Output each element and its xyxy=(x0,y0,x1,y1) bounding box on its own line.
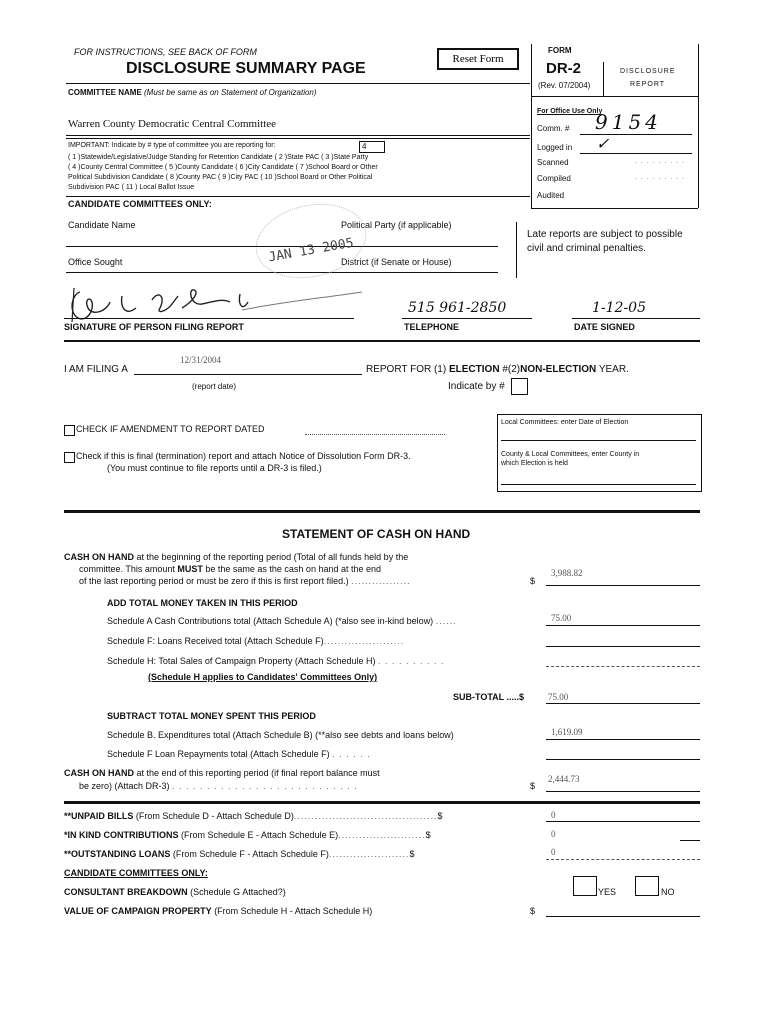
cash-statement-title: STATEMENT OF CASH ON HAND xyxy=(282,527,471,541)
logged-in-check: ✓ xyxy=(596,134,610,153)
important-text: Indicate by # type of committee you are reporting for: xyxy=(111,142,276,149)
received-stamp-mark xyxy=(249,194,374,288)
page-title: DISCLOSURE SUMMARY PAGE xyxy=(126,60,366,77)
committee-types-line4: Subdivision PAC ( 11 ) Local Ballot Issue xyxy=(68,184,195,191)
campaign-property-dollar: $ xyxy=(530,906,536,916)
cash-begin-value[interactable]: 3,988.82 xyxy=(551,568,583,578)
add-money-heading: ADD TOTAL MONEY TAKEN IN THIS PERIOD xyxy=(107,598,298,608)
cash-end-line2: be zero) (Attach DR-3) . . . . . . . . . . . . . . . . . . . . . . . . . . . xyxy=(79,781,358,791)
office-sought-label: Office Sought xyxy=(68,257,123,267)
amendment-label: CHECK IF AMENDMENT TO REPORT DATED xyxy=(76,424,265,434)
outstanding-loans-row: **OUTSTANDING LOANS (From Schedule F - Attach Schedule F).......................$ xyxy=(64,849,415,859)
report-date-value[interactable]: 12/31/2004 xyxy=(180,355,222,365)
reset-form-button[interactable]: Reset Form xyxy=(437,48,519,70)
late-reports-notice: Late reports are subject to possible civil and criminal penalties. xyxy=(527,229,683,254)
committee-name-value[interactable]: Warren County Democratic Central Committee xyxy=(68,118,277,130)
committee-name-label: COMMITTEE NAME xyxy=(68,88,142,97)
candidate-name-label: Candidate Name xyxy=(68,220,136,230)
final-report-checkbox[interactable] xyxy=(64,452,75,463)
report-date-label: (report date) xyxy=(192,382,237,391)
non-election-option: NON-ELECTION xyxy=(520,364,597,375)
unpaid-bills-value[interactable]: 0 xyxy=(551,810,556,820)
office-use-heading: For Office Use Only xyxy=(537,108,603,115)
telephone-value[interactable]: 515 961-2850 xyxy=(408,300,507,316)
schedule-h-row: Schedule H: Total Sales of Campaign Property (Attach Schedule H) . . . . . . . . . . xyxy=(107,656,445,666)
schedule-b-value[interactable]: 1,619.09 xyxy=(551,727,583,737)
committee-types-line2: ( 4 )County Central Committee ( 5 )County Candidate ( 6 )City Candidate ( 7 )School Board or Other xyxy=(68,164,378,171)
cash-end-dollar: $ xyxy=(530,781,536,791)
cash-end-line1: CASH ON HAND at the end of this reporting period (if final report balance must xyxy=(64,768,380,778)
amendment-checkbox[interactable] xyxy=(64,425,75,436)
comm-number-value: 9154 xyxy=(595,110,662,134)
candidate-heading: CANDIDATE COMMITTEES ONLY: xyxy=(68,199,212,209)
subtotal-label: SUB-TOTAL .....$ xyxy=(453,692,525,702)
form-type-line2: REPORT xyxy=(630,81,666,88)
committee-type-input[interactable]: 4 xyxy=(359,141,385,153)
date-signed-label: DATE SIGNED xyxy=(574,322,635,332)
subtract-money-heading: SUBTRACT TOTAL MONEY SPENT THIS PERIOD xyxy=(107,711,316,721)
form-label: FORM xyxy=(548,46,572,55)
local-committees-note: Local Committees: enter Date of Election xyxy=(501,419,629,426)
committee-name-label-row xyxy=(68,88,317,97)
committee-types-line1: ( 1 )Statewide/Legislative/Judge Standing for Retention Candidate ( 2 )State PAC ( 3 )State Party xyxy=(68,154,369,161)
final-report-line2: (You must continue to file reports until a DR-3 is filed.) xyxy=(107,463,322,473)
cash-begin-line2: committee. This amount MUST be the same as the cash on hand at the end xyxy=(79,564,382,574)
compiled-label: Compiled xyxy=(537,174,571,183)
district-label: District (if Senate or House) xyxy=(341,257,452,267)
schedule-h-note: (Schedule H applies to Candidates' Committees Only) xyxy=(148,672,378,682)
instructions-note: FOR INSTRUCTIONS, SEE BACK OF FORM xyxy=(74,47,257,57)
form-type-line1: DISCLOSURE xyxy=(620,68,676,75)
signature-label: SIGNATURE OF PERSON FILING REPORT xyxy=(64,322,244,332)
comm-number-label: Comm. # xyxy=(537,124,570,133)
report-for-row xyxy=(366,364,629,375)
form-revision: (Rev. 07/2004) xyxy=(538,81,591,90)
in-kind-row: *IN KIND CONTRIBUTIONS (From Schedule E - Attach Schedule E).........................$ xyxy=(64,830,431,840)
option-separator: #(2) xyxy=(499,364,521,375)
audited-label: Audited xyxy=(537,191,565,200)
schedule-b-row: Schedule B. Expenditures total (Attach Schedule B) (**also see debts and loans below) xyxy=(107,730,454,740)
consultant-yes-checkbox[interactable] xyxy=(573,876,597,896)
political-party-label: Political Party (if applicable) xyxy=(341,220,452,230)
report-for-prefix: REPORT FOR (1) xyxy=(366,364,449,375)
year-label: YEAR. xyxy=(596,364,629,375)
form-number: DR-2 xyxy=(546,60,582,77)
schedule-f-repay-row: Schedule F Loan Repayments total (Attach Schedule F) . . . . . . xyxy=(107,749,371,759)
subtotal-value[interactable]: 75.00 xyxy=(548,692,569,702)
schedule-f-row: Schedule F: Loans Received total (Attach Schedule F)....................... xyxy=(107,636,405,646)
telephone-label: TELEPHONE xyxy=(404,322,460,332)
unpaid-bills-row: **UNPAID BILLS (From Schedule D - Attach Schedule D).........................................$ xyxy=(64,811,443,821)
schedule-a-value[interactable]: 75.00 xyxy=(551,613,572,623)
county-note-line2: which Election is held xyxy=(501,460,568,467)
important-row xyxy=(68,142,276,149)
consultant-breakdown-row: CONSULTANT BREAKDOWN (Schedule G Attached?) xyxy=(64,887,286,897)
candidate-committees-footer-heading: CANDIDATE COMMITTEES ONLY: xyxy=(64,868,208,878)
election-option: ELECTION xyxy=(448,364,500,375)
campaign-property-row: VALUE OF CAMPAIGN PROPERTY (From Schedule H - Attach Schedule H) xyxy=(64,906,373,916)
final-report-line1: Check if this is final (termination) report and attach Notice of Dissolution Form DR-3. xyxy=(76,451,411,461)
cash-begin-line1: CASH ON HAND at the beginning of the reporting period (Total of all funds held by the xyxy=(64,552,409,562)
cash-begin-line3: of the last reporting period or must be zero if this is first report filed.) ................. xyxy=(79,576,411,586)
in-kind-value[interactable]: 0 xyxy=(551,829,556,839)
consultant-yes-label: YES xyxy=(598,887,617,897)
cash-end-value[interactable]: 2,444.73 xyxy=(548,774,580,784)
indicate-label: Indicate by # xyxy=(448,381,505,392)
county-note-line1: County & Local Committees, enter County in xyxy=(501,451,640,458)
received-date-stamp: JAN 13 2005 xyxy=(267,235,355,266)
important-label: IMPORTANT: xyxy=(68,142,110,149)
logged-in-label: Logged in xyxy=(537,143,573,152)
cash-begin-dollar: $ xyxy=(530,576,536,586)
committee-types-line3: Political Subdivision Candidate ( 8 )County PAC ( 9 )City PAC ( 10 )School Board or Other Political xyxy=(68,174,373,181)
scanned-label: Scanned xyxy=(537,158,569,167)
consultant-no-checkbox[interactable] xyxy=(635,876,659,896)
date-signed-value[interactable]: 1-12-05 xyxy=(592,300,646,316)
outstanding-loans-value[interactable]: 0 xyxy=(551,847,556,857)
filing-prefix: I AM FILING A xyxy=(64,364,128,375)
committee-name-hint: (Must be same as on Statement of Organization) xyxy=(144,88,317,97)
consultant-no-label: NO xyxy=(661,887,675,897)
election-type-input[interactable] xyxy=(511,378,528,395)
schedule-a-row: Schedule A Cash Contributions total (Attach Schedule A) (*also see in-kind below) ...... xyxy=(107,616,457,626)
